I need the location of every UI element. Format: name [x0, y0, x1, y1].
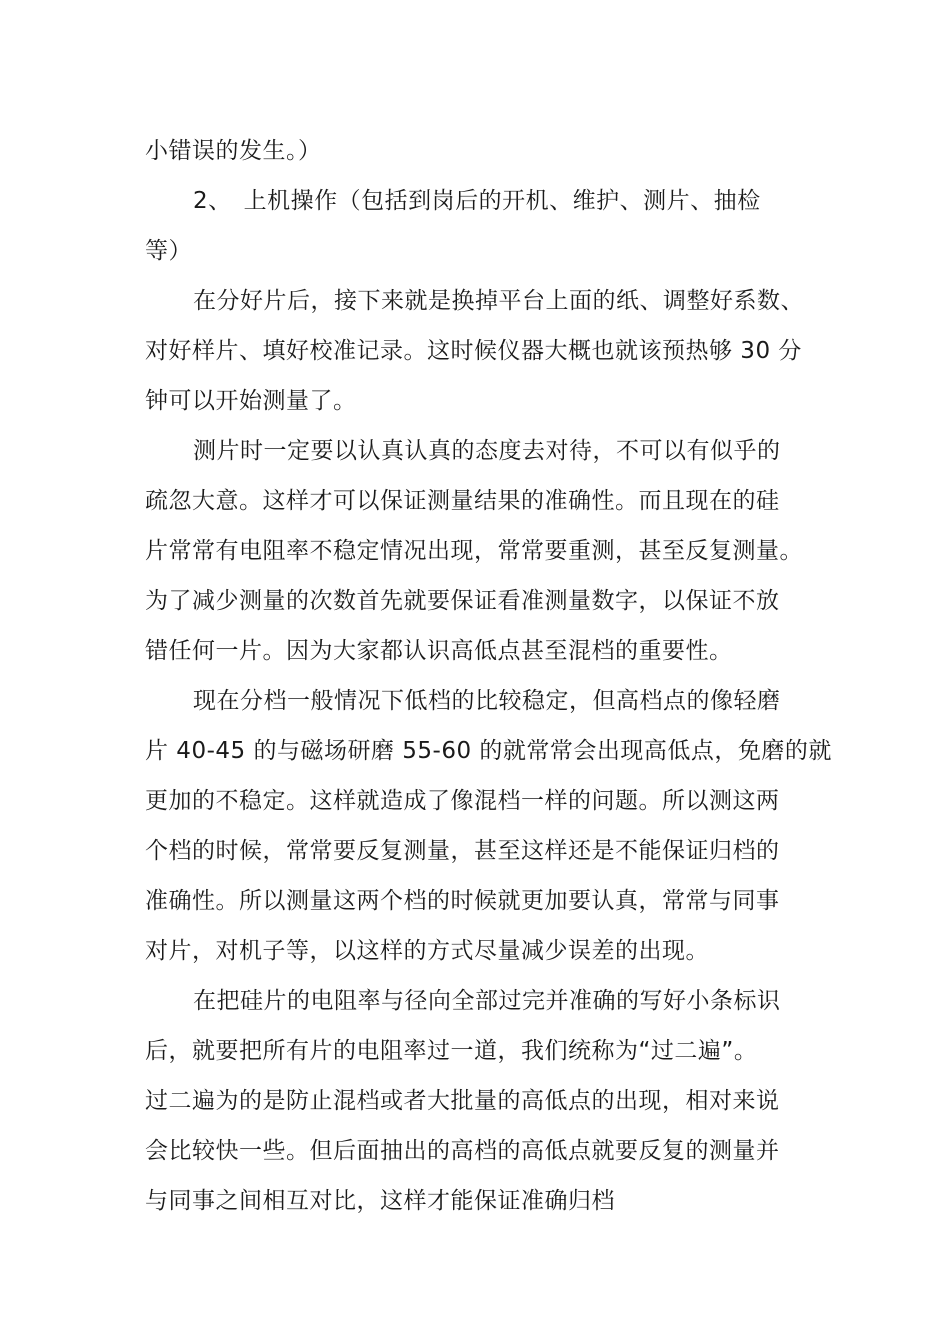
paragraph-4-line-3: 过二遍为的是防止混档或者大批量的高低点的出现，相对来说	[145, 1088, 780, 1114]
paragraph-4-line-1: 在把硅片的电阻率与径向全部过完并准确的写好小条标识	[193, 988, 781, 1014]
paragraph-3-line-3: 更加的不稳定。这样就造成了像混档一样的问题。所以测这两	[145, 788, 780, 814]
paragraph-3-line-1: 现在分档一般情况下低档的比较稳定，但高档点的像轻磨	[193, 688, 781, 714]
paragraph-3-line-4: 个档的时候，常常要反复测量，甚至这样还是不能保证归档的	[145, 838, 780, 864]
paragraph-1-line-3: 钟可以开始测量了。	[145, 388, 357, 414]
section-heading: 2、 上机操作（包括到岗后的开机、维护、测片、抽检	[193, 188, 761, 214]
paragraph-4-line-5: 与同事之间相互对比，这样才能保证准确归档	[145, 1188, 615, 1214]
paragraph-3-line-5: 准确性。所以测量这两个档的时候就更加要认真，常常与同事	[145, 888, 780, 914]
paragraph-2-line-4: 为了减少测量的次数首先就要保证看准测量数字，以保证不放	[145, 588, 780, 614]
paragraph-4-line-2: 后，就要把所有片的电阻率过一道，我们统称为“过二遍”。	[145, 1038, 758, 1064]
paragraph-4-line-4: 会比较快一些。但后面抽出的高档的高低点就要反复的测量并	[145, 1138, 780, 1164]
paragraph-3-line-6: 对片，对机子等，以这样的方式尽量减少误差的出现。	[145, 938, 709, 964]
paragraph-2-line-2: 疏忽大意。这样才可以保证测量结果的准确性。而且现在的硅	[145, 488, 780, 514]
paragraph-1-line-1: 在分好片后，接下来就是换掉平台上面的纸、调整好系数、	[193, 288, 804, 314]
paragraph-1-line-2: 对好样片、填好校准记录。这时候仪器大概也就该预热够 30 分	[145, 338, 802, 364]
paragraph-2-line-3: 片常常有电阻率不稳定情况出现，常常要重测，甚至反复测量。	[145, 538, 803, 564]
text-line-3: 等）	[145, 238, 192, 264]
paragraph-2-line-1: 测片时一定要以认真认真的态度去对待，不可以有似乎的	[193, 438, 781, 464]
paragraph-3-line-2: 片 40-45 的与磁场研磨 55-60 的就常常会出现高低点，免磨的就	[145, 738, 832, 764]
text-line-1: 小错误的发生。）	[145, 138, 322, 164]
paragraph-2-line-5: 错任何一片。因为大家都认识高低点甚至混档的重要性。	[145, 638, 733, 664]
